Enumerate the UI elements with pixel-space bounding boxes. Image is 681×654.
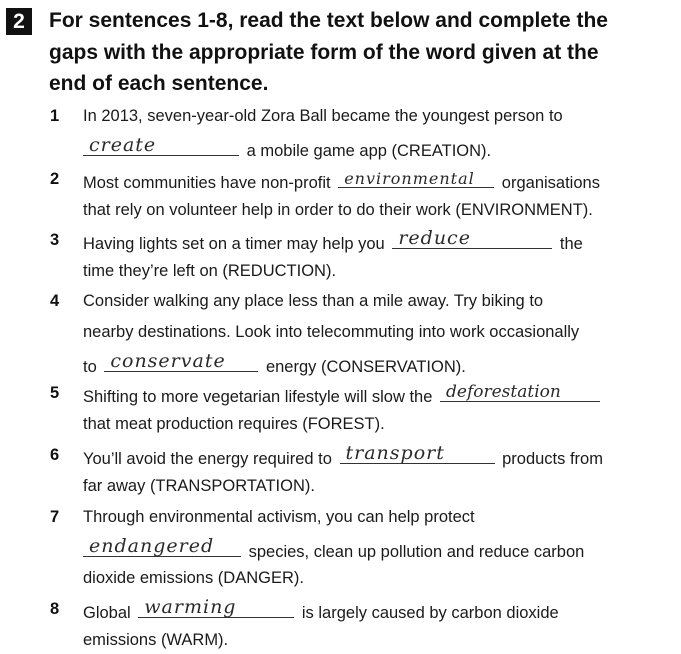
after-text: a mobile game app (CREATION).: [246, 142, 492, 160]
after-text: is largely caused by carbon dioxide: [301, 604, 559, 622]
item-number: 7: [50, 508, 60, 526]
sentence-line: [83, 227, 583, 254]
after-text: species, clean up pollution and reduce carbon: [248, 543, 585, 561]
after-text: energy (CONSERVATION).: [265, 358, 466, 376]
after-text: the: [559, 235, 583, 253]
sentence-line: emissions (WARM).: [83, 631, 229, 649]
item-number: 5: [50, 384, 60, 402]
gap-2[interactable]: [338, 170, 494, 188]
sentence-line: [83, 384, 603, 407]
answer-5: deforestation: [446, 382, 561, 402]
gap-3[interactable]: [392, 227, 552, 249]
item-number: 6: [50, 446, 60, 464]
answer-1: create: [89, 134, 157, 156]
before-text: Global: [83, 604, 131, 622]
answer-4: conservate: [110, 350, 226, 372]
sentence-line: [83, 596, 559, 623]
gap-6[interactable]: [340, 442, 495, 464]
gap-4[interactable]: [104, 350, 258, 372]
sentence-line: dioxide emissions (DANGER).: [83, 569, 304, 587]
gap-1[interactable]: [83, 134, 239, 156]
item-number: 1: [50, 107, 60, 125]
after-text: organisations: [501, 174, 600, 192]
sentence-line: Consider walking any place less than a mile away. Try biking to: [83, 292, 544, 310]
sentence-line: [83, 442, 603, 469]
sentence-line: time they’re left on (REDUCTION).: [83, 262, 337, 280]
exercise-instructions: [49, 5, 669, 100]
sentence-line: [83, 170, 600, 193]
sentence-line: that rely on volunteer help in order to do their work (ENVIRONMENT).: [83, 201, 593, 219]
item-number: 4: [50, 292, 60, 310]
exercise-number-badge: 2: [6, 8, 32, 35]
before-text: Shifting to more vegetarian lifestyle will slow the: [83, 388, 433, 406]
before-text: You’ll avoid the energy required to: [83, 450, 332, 468]
gap-7[interactable]: [83, 535, 241, 557]
after-text: products from: [502, 450, 603, 468]
before-text: Most communities have non-profit: [83, 174, 331, 192]
item-number: 2: [50, 170, 60, 188]
sentence-line: [83, 134, 492, 161]
item-number: 8: [50, 600, 60, 618]
sentence-line: Through environmental activism, you can help protect: [83, 508, 475, 526]
instruction-line: end of each sentence.: [49, 72, 269, 95]
answer-6: transport: [345, 442, 445, 464]
before-text: to: [83, 358, 97, 376]
sentence-line: [83, 350, 466, 377]
item-number: 3: [50, 231, 60, 249]
instruction-line: gaps with the appropriate form of the word given at the: [49, 40, 599, 64]
gap-5[interactable]: [440, 384, 600, 402]
sentence-line: nearby destinations. Look into telecommuting into work occasionally: [83, 323, 580, 341]
sentence-line: [83, 535, 585, 562]
sentence-line: far away (TRANSPORTATION).: [83, 477, 315, 495]
answer-2: environmental: [344, 169, 475, 188]
answer-7: endangered: [89, 535, 215, 557]
answer-8: warming: [144, 596, 237, 618]
answer-3: reduce: [398, 227, 471, 249]
before-text: Having lights set on a timer may help you: [83, 235, 385, 253]
gap-8[interactable]: [138, 596, 294, 618]
sentence-line: that meat production requires (FOREST).: [83, 415, 385, 433]
sentence-line: In 2013, seven-year-old Zora Ball became the youngest person to: [83, 107, 563, 125]
instruction-line: For sentences 1-8, read the text below and complete the: [49, 9, 608, 32]
